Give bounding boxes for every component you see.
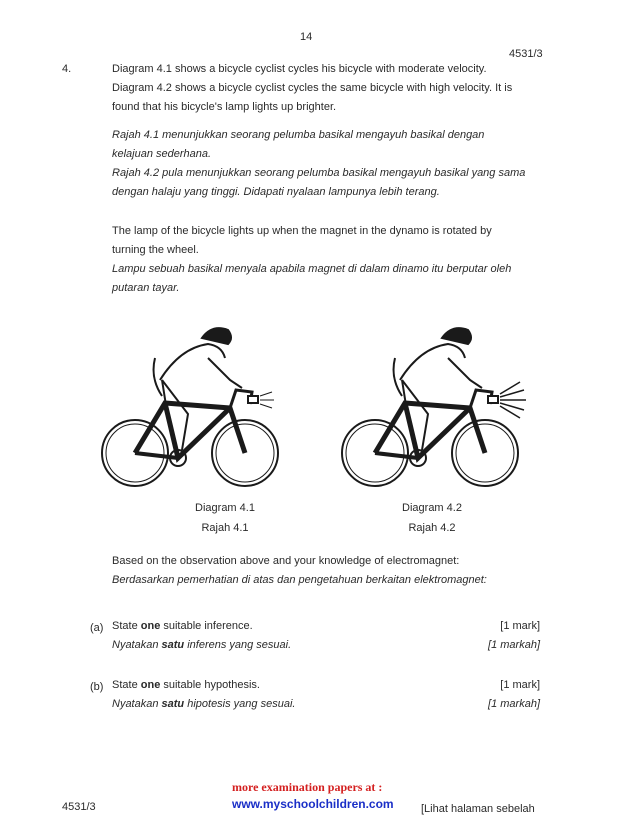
part-a-ms: [112, 636, 291, 655]
footer-promo: more examination papers at :: [232, 780, 383, 794]
prompt: [112, 552, 487, 590]
text-span: inferens yang sesuai.: [184, 639, 292, 651]
intro-en-line: Diagram 4.1 shows a bicycle cyclist cycles his bicycle with moderate velocity.: [112, 63, 487, 75]
mark-ms: [1 markah]: [488, 639, 540, 651]
part-a-marks: [470, 617, 540, 655]
lamp-ms: [112, 260, 511, 298]
part-b-text: [112, 676, 295, 714]
diagram-4-1-caption: [165, 498, 285, 538]
footer-code: 4531/3: [62, 801, 96, 813]
mark-en: [1 mark]: [500, 620, 540, 632]
question-number: 4.: [62, 63, 72, 75]
intro-ms-line: dengan halaju yang tinggi. Didapati nyalaan lampunya lebih terang.: [112, 186, 440, 198]
intro-ms: [112, 126, 525, 202]
prompt-en: Based on the observation above and your knowledge of electromagnet:: [112, 555, 460, 567]
lamp-ms-line: Lampu sebuah basikal menyala apabila magnet di dalam dinamo itu berputar oleh: [112, 263, 512, 275]
emphasis: satu: [161, 698, 185, 710]
emphasis: satu: [161, 639, 185, 651]
emphasis: one: [140, 679, 161, 691]
text-span: suitable hypothesis.: [160, 679, 260, 691]
intro-ms-line: Rajah 4.2 pula menunjukkan seorang pelumba basikal mengayuh basikal yang sama: [112, 167, 526, 179]
footer-next-page: [Lihat halaman sebelah: [421, 803, 535, 815]
footer-url-link[interactable]: www.myschoolchildren.com: [232, 797, 394, 811]
intro-en-line: Diagram 4.2 shows a bicycle cyclist cycles the same bicycle with high velocity. It is: [112, 82, 513, 94]
intro-ms-line: kelajuan sederhana.: [112, 148, 212, 160]
text-span: suitable inference.: [160, 620, 253, 632]
lamp-en: [112, 222, 492, 260]
lamp-en-line: The lamp of the bicycle lights up when the magnet in the dynamo is rotated by: [112, 225, 492, 237]
text-span: State: [112, 679, 141, 691]
caption-ms: Rajah 4.2: [408, 522, 456, 534]
caption-ms: Rajah 4.1: [201, 522, 249, 534]
text-span: State: [112, 620, 141, 632]
part-a-en: [112, 617, 291, 636]
mark-ms: [1 markah]: [488, 698, 540, 710]
mark-en: [1 mark]: [500, 679, 540, 691]
paper-code: 4531/3: [509, 48, 543, 60]
part-b-en: [112, 676, 295, 695]
prompt-ms: Berdasarkan pemerhatian di atas dan pengetahuan berkaitan elektromagnet:: [112, 574, 487, 586]
diagram-4-1-cyclist: [90, 318, 300, 498]
diagram-4-2-caption: [372, 498, 492, 538]
intro-en-line: found that his bicycle's lamp lights up brighter.: [112, 101, 337, 113]
part-b-marks: [470, 676, 540, 714]
lamp-en-line: turning the wheel.: [112, 244, 199, 256]
part-b-label: (b): [90, 681, 104, 693]
text-span: hipotesis yang sesuai.: [184, 698, 296, 710]
intro-ms-line: Rajah 4.1 menunjukkan seorang pelumba basikal mengayuh basikal dengan: [112, 129, 485, 141]
part-a-text: [112, 617, 291, 655]
emphasis: one: [140, 620, 161, 632]
text-span: Nyatakan: [112, 698, 162, 710]
text-span: Nyatakan: [112, 639, 162, 651]
part-b-ms: [112, 695, 295, 714]
diagram-4-2-cyclist: [330, 318, 540, 498]
part-a-label: (a): [90, 622, 104, 634]
lamp-ms-line: putaran tayar.: [112, 282, 180, 294]
caption-en: Diagram 4.2: [402, 502, 462, 514]
page-number: 14: [300, 31, 313, 43]
intro-en: [112, 60, 512, 117]
caption-en: Diagram 4.1: [195, 502, 255, 514]
